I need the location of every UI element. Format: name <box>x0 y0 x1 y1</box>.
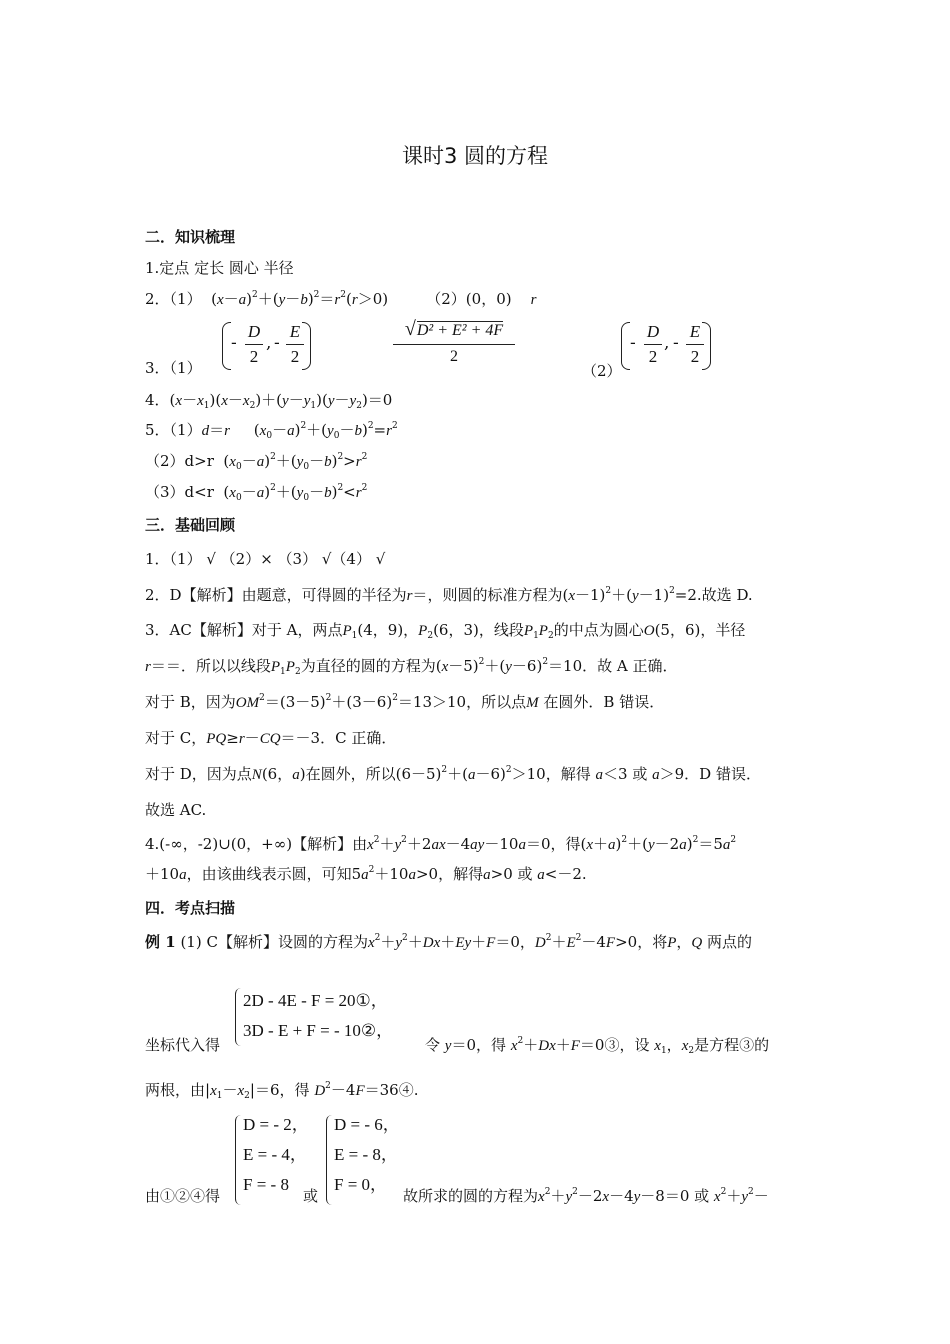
review-1: 1．（1） √ （2）× （3） √（4） √ <box>145 550 386 568</box>
review-4-line1: 4.(-∞，-2)∪(0，+∞)【解析】由$x^2+y^2+2ax-4ay-10a=0$，得$(x+a)^2+(y-2a)^2=5a^2$ <box>145 835 737 853</box>
paren-left <box>222 322 231 370</box>
review-4-line2: ＋10a，由该曲线表示圆，可知$5a^2+10a>0$，解得a>0 或 a<－2. <box>145 865 587 883</box>
frac-minus: - <box>231 333 237 353</box>
frac-minus-2: - <box>274 333 280 353</box>
system-2-brace <box>235 1115 242 1205</box>
system-1: 2D - 4E - F = 20①， 3D - E + F = - 10②， <box>243 991 394 1040</box>
item-5-2: （2）d>r $(x_0-a)^2+(y_0-b)^2>r^2$ <box>145 452 368 472</box>
example-1-line3: 两根，由$|x_1-x_2|=6$，得 $D^2-4F=36④$. <box>145 1081 419 1101</box>
radius-fraction: √ D² + E² + 4F 2 <box>393 322 515 366</box>
system-2: D = - 2， E = - 4， F = - 8 <box>243 1115 309 1194</box>
review-3-line2: r＝＝．所以以线段$P_1P_2$为直径的圆的方程为$(x-5)^2+(y-6)^2=10$．故 A 正确． <box>145 657 678 677</box>
review-2: 2．D【解析】由题意，可得圆的半径为r＝，则圆的标准方程为$(x-1)^2+(y-1)^2=2$.故选 D. <box>145 586 753 604</box>
item-2: 2．（1） $(x-a)^2+(y-b)^2=r^2(r>0)$ （2）(0，0) r <box>145 290 537 308</box>
system-3-brace <box>326 1115 333 1205</box>
item-5: 5．（1）d＝r $(x_0-a)^2+(y_0-b)^2=r^2$ <box>145 421 398 441</box>
frac-minus-3: - <box>630 333 636 353</box>
fraction-neg-d-half: D 2 <box>245 322 263 367</box>
review-3-line3: 对于 B，因为$OM^2=(3-5)^2+(3-6)^2=13>10$，所以点M 在圆外．B 错误． <box>145 693 665 711</box>
system-3: D = - 6， E = - 8， F = 0， <box>334 1115 400 1194</box>
paren-right-2 <box>702 322 711 370</box>
system-1-brace <box>235 988 242 1046</box>
paren-right <box>302 322 311 370</box>
item-5-3: （3）d<r $(x_0-a)^2+(y_0-b)^2<r^2$ <box>145 483 368 503</box>
or-word: 或 <box>303 1187 319 1205</box>
fraction-neg-d-half-2: D 2 <box>644 322 662 367</box>
frac-minus-4: - <box>673 333 679 353</box>
example-1-substitute: 坐标代入得 <box>145 1036 221 1054</box>
review-3-line5: 对于 D，因为点N(6，a)在圆外，所以$(6-5)^2+(a-6)^2>10$，解得 a＜3 或 a＞9．D 错误． <box>145 765 761 783</box>
frac-comma-2: , <box>664 333 670 353</box>
section-2-heading: 二．知识梳理 <box>145 228 236 246</box>
fraction-neg-e-half-2: E 2 <box>686 322 704 367</box>
item-1: 1.定点 定长 圆心 半径 <box>145 259 294 277</box>
frac-comma: , <box>266 333 272 353</box>
fraction-neg-e-half: E 2 <box>286 322 304 367</box>
item-3-label-2: （2） <box>582 362 622 380</box>
example-1-line1: 例 1 (1) C【解析】设圆的方程为$x^2+y^2+Dx+Ey+F=0$，$D^2+E^2-4F>0$，将P，Q 两点的 <box>145 933 753 951</box>
review-3-line6: 故选 AC. <box>145 801 207 819</box>
example-1-final-equation: 故所求的圆的方程为$x^2+y^2-2x-4y-8=0$ 或 $x^2+y^2-$ <box>403 1187 769 1205</box>
item-2-part2: （2）(0，0) <box>426 290 512 308</box>
item-2-label: 2．（1） <box>145 290 202 308</box>
section-4-heading: 四．考点扫描 <box>145 899 236 917</box>
review-3-line1: 3．AC【解析】对于 A，两点$P_1(4$，9)，$P_2(6$，3)，线段$P_1P_2$的中点为圆心O(5，6)，半径 <box>145 621 746 641</box>
example-1-after-system: 令 y＝0，得 $x^2+Dx+F=0③$，设 $x_1$，$x_2$是方程③的 <box>425 1036 770 1056</box>
example-1-final-label: 由①②④得 <box>145 1187 221 1205</box>
item-4: 4．$(x-x_1)(x-x_2)+(y-y_1)(y-y_2)=0$ <box>145 391 393 411</box>
page-title: 课时3 圆的方程 <box>401 144 549 168</box>
review-3-line4: 对于 C，PQ≥r－CQ＝－3．C 正确． <box>145 729 397 747</box>
paren-left-2 <box>621 322 630 370</box>
item-3-label: 3．（1） <box>145 359 202 377</box>
section-3-heading: 三．基础回顾 <box>145 516 236 534</box>
